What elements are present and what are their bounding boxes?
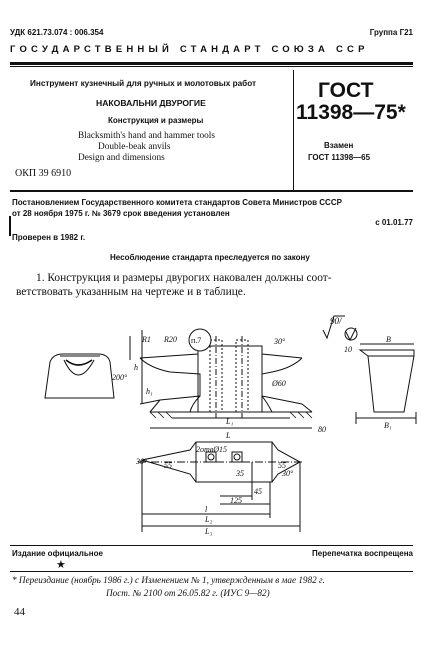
label-l4: l: [205, 505, 208, 514]
decree-line1: Постановлением Государственного комитета стандартов Совета Министров СССР: [12, 198, 342, 207]
label-r20: R20: [164, 335, 177, 344]
label-30deg-b: 30°: [136, 457, 148, 466]
title-en-line1: Blacksmith's hand and hammer tools: [78, 131, 215, 141]
title-bottom-rule: [10, 190, 413, 192]
label-l3: L₃: [205, 527, 213, 536]
replaces-value: ГОСТ 11398—65: [308, 153, 371, 162]
title-divider: [293, 70, 294, 190]
title-ru-line3: Конструкция и размеры: [108, 116, 204, 125]
margin-mark: [9, 216, 11, 236]
label-holes: 2отвØ15: [196, 445, 228, 454]
para1-line2: ветствовать указанным на чертеже и в таблице.: [16, 286, 246, 298]
label-55a: 55: [164, 461, 172, 470]
callout-p7: [189, 329, 211, 351]
okp-code: ОКП 39 6910: [15, 168, 72, 179]
decree-date: с 01.01.77: [375, 218, 413, 227]
end-view-left: [45, 354, 114, 398]
title-en-line2: Double-beak anvils: [98, 142, 171, 152]
label-30deg-c: 30°: [282, 469, 294, 478]
reprint-prohibited: Перепечатка воспрещена: [312, 549, 413, 558]
official-edition: Издание официальное: [12, 549, 103, 558]
label-30deg-a: 30°: [274, 337, 286, 346]
title-en-block: [78, 131, 215, 164]
group-code: Группа Г21: [369, 28, 413, 37]
title-ru-line1: Инструмент кузнечный для ручных и молотовых работ: [30, 79, 257, 88]
side-view-right: [356, 344, 416, 424]
title-ru-line2: НАКОВАЛЬНИ ДВУРОГИЕ: [96, 98, 206, 108]
label-b: В: [386, 335, 391, 344]
roughness-value: 90/: [330, 316, 342, 326]
star-mark: ★: [56, 559, 66, 571]
checked-year: Проверен в 1982 г.: [12, 233, 86, 242]
anvil-drawing: [0, 300, 427, 540]
label-l2: L₂: [205, 515, 213, 524]
label-200deg: 200°: [112, 373, 128, 382]
reissue-note-line2: Пост. № 2100 от 26.05.82 г. (ИУС 9—82): [106, 588, 270, 598]
footer-rule-top: [10, 545, 413, 546]
udk-code: УДК 621.73.074 : 006.354: [10, 28, 104, 37]
label-d60: Ø60: [272, 379, 286, 388]
label-10: 10: [344, 345, 352, 354]
label-h1: h₁: [146, 387, 153, 396]
title-en-line3: Design and dimensions: [78, 153, 165, 163]
label-55b: 55: [278, 461, 286, 470]
page-number: 44: [14, 606, 25, 618]
footer-rule-bottom: [10, 571, 413, 572]
plan-view: [138, 442, 304, 532]
label-r1: R1: [142, 335, 151, 344]
decree-line2: от 28 ноября 1975 г. № 3679 срок введения установлен: [12, 209, 230, 218]
reissue-note-line1: * Переиздание (ноябрь 1986 г.) с Изменением № 1, утвержденным в мае 1982 г.: [12, 575, 325, 585]
label-35: 35: [236, 469, 244, 478]
label-p7: п.7: [191, 336, 202, 345]
label-l: L: [226, 431, 231, 440]
gost-number: 11398—75*: [296, 101, 406, 124]
gost-label: ГОСТ: [318, 79, 374, 102]
top-rule-thin: [10, 66, 413, 67]
label-45: 45: [254, 487, 262, 496]
replaces-label: Взамен: [324, 141, 354, 150]
label-125: 125: [230, 496, 242, 505]
prosecuted-note: Несоблюдение стандарта преследуется по закону: [110, 253, 310, 262]
top-rule: [10, 62, 413, 65]
label-h: h: [134, 363, 138, 372]
label-b1: В₁: [384, 421, 392, 430]
standard-banner: ГОСУДАРСТВЕННЫЙ СТАНДАРТ СОЮЗА ССР: [10, 44, 369, 55]
para1-line1: 1. Конструкция и размеры двурогих наковален должны соот-: [36, 272, 332, 284]
label-80: 80: [318, 425, 326, 434]
label-l1: L₁: [226, 417, 234, 426]
